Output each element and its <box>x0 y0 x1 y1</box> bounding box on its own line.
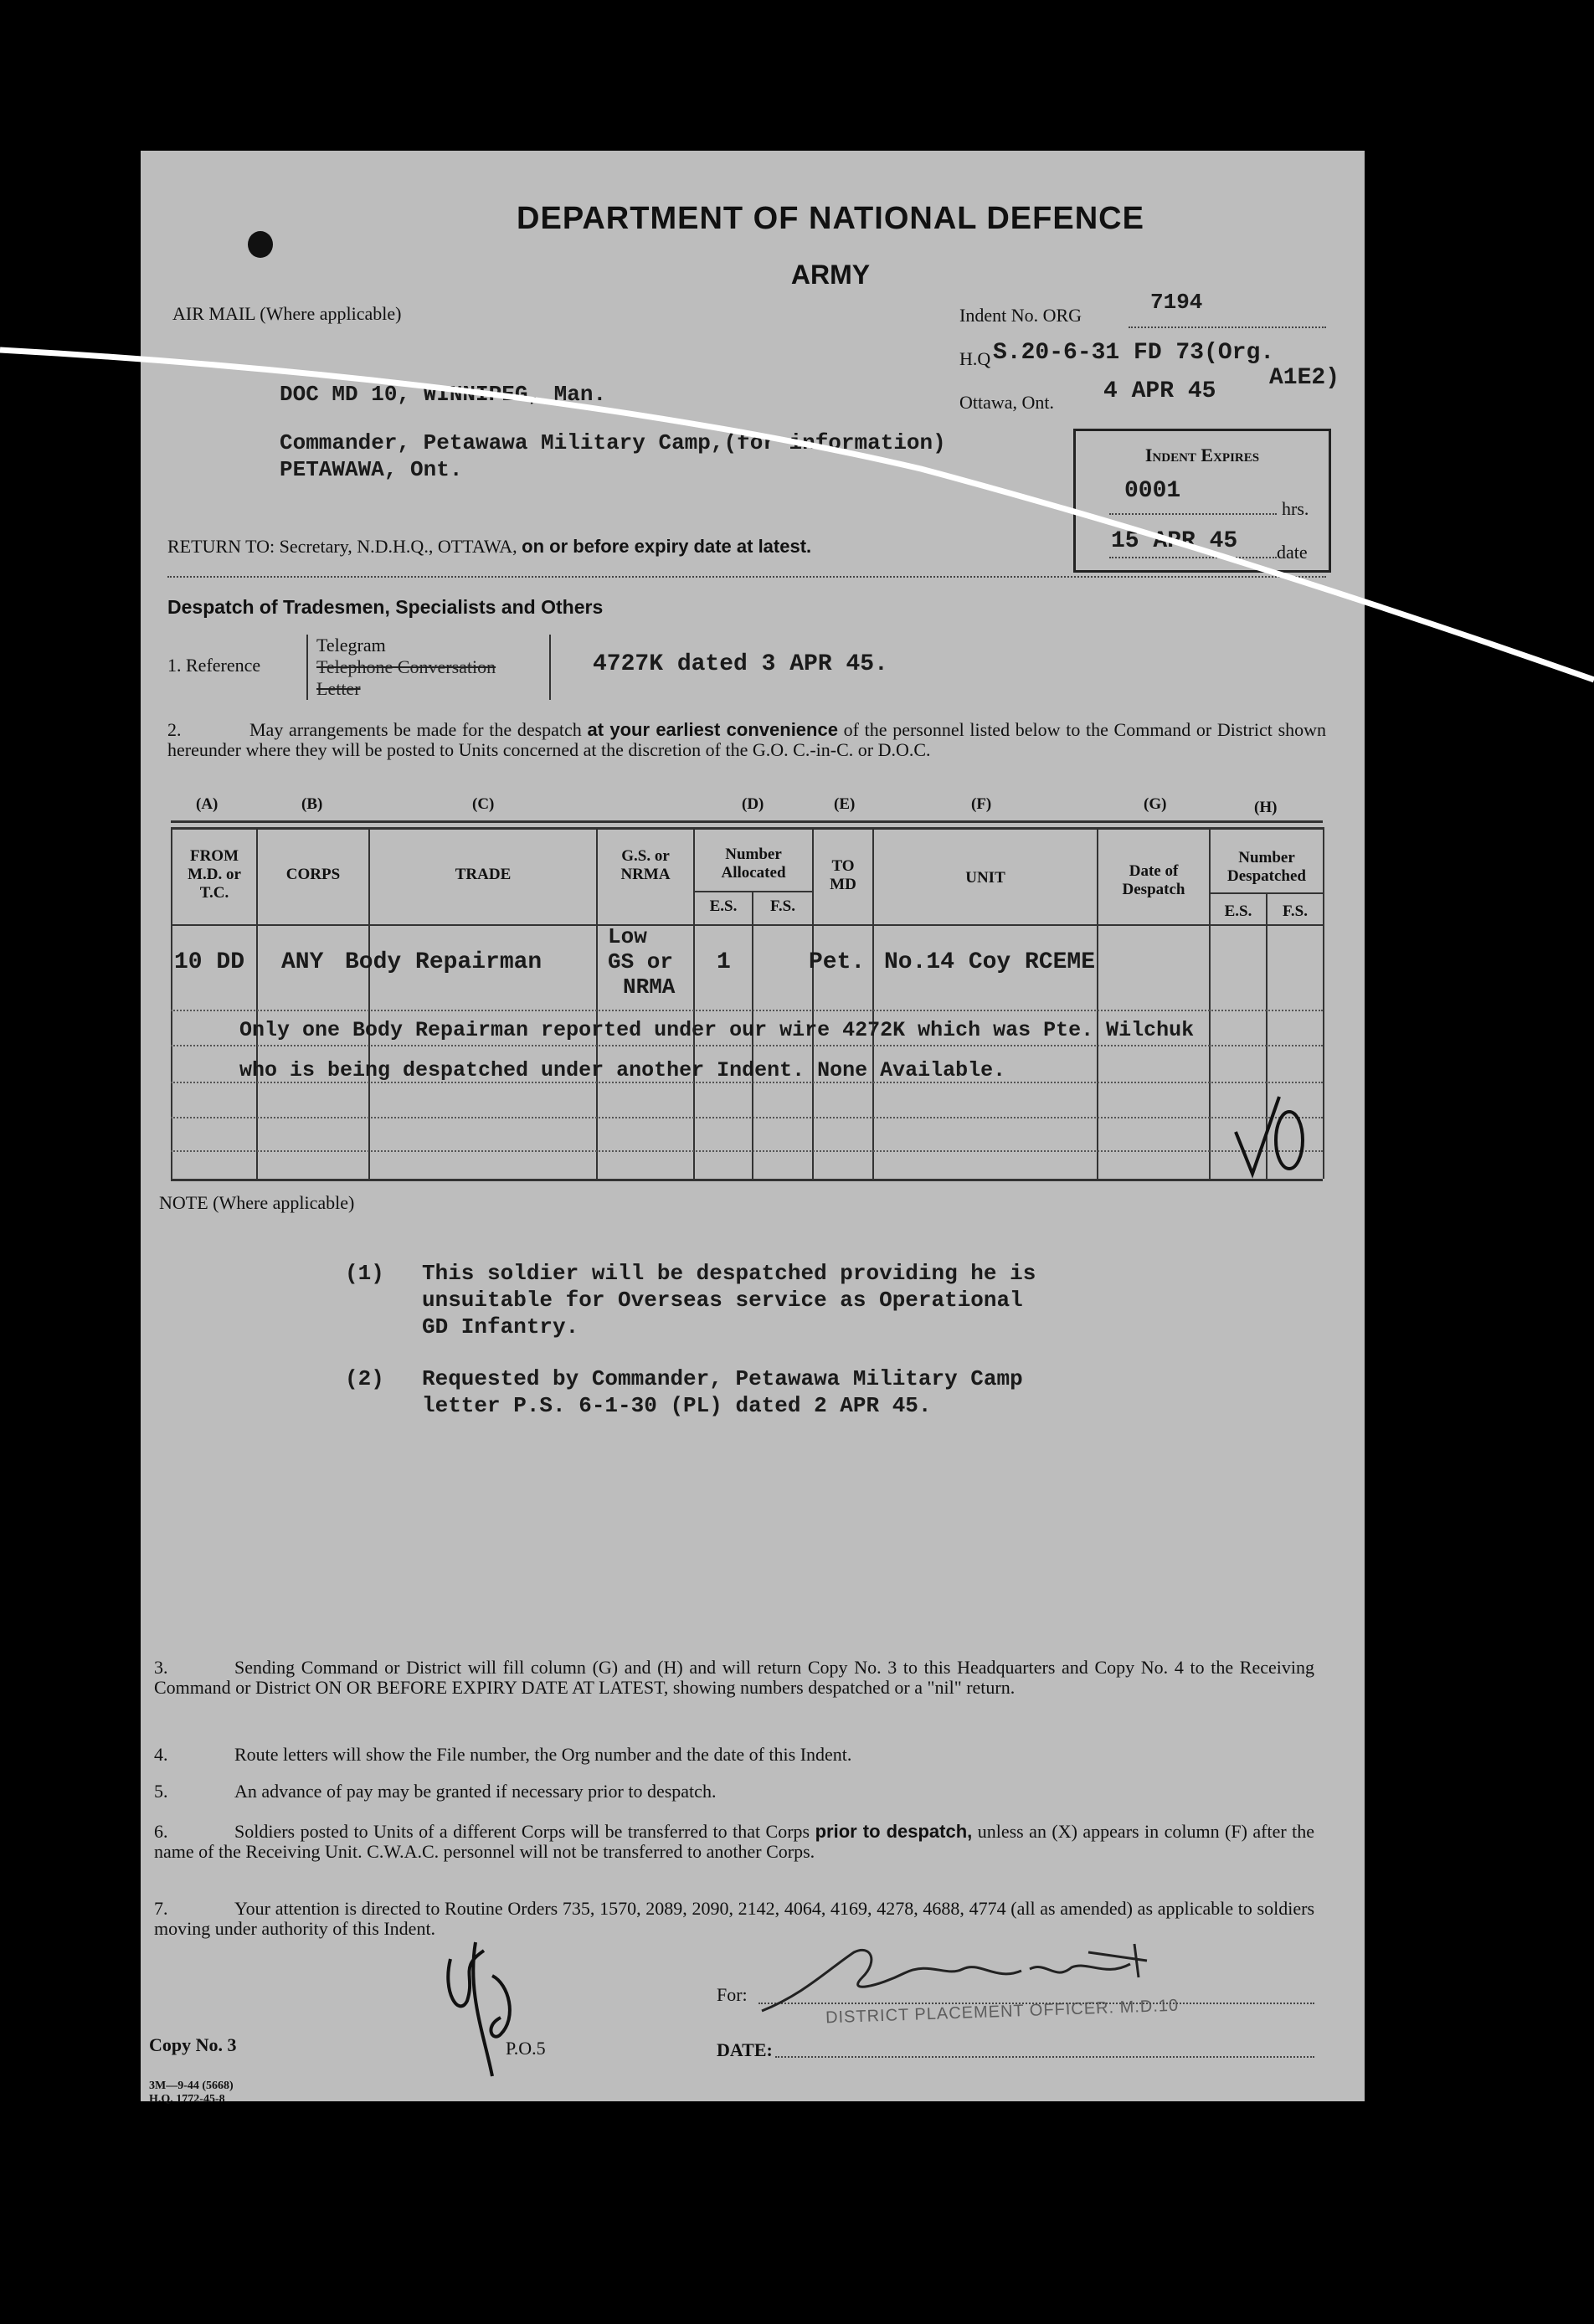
paragraph-2-number: 2. <box>167 719 182 740</box>
instruction-5 <box>154 1782 1314 1802</box>
header-gs-nrma: G.S. or NRMA <box>620 847 671 883</box>
addressee-line-1: DOC MD 10, WINNIPEG, Man. <box>280 382 607 407</box>
instruction-3-number: 3. <box>154 1657 168 1678</box>
paragraph-2 <box>167 720 1326 760</box>
remark-line-2: who is being despatched under another Indent. None Available. <box>239 1058 1006 1082</box>
header-from: FROM M.D. or T.C. <box>188 847 241 902</box>
checkmark-initials <box>1229 1080 1321 1180</box>
reference-value: 4727K dated 3 APR 45. <box>593 651 888 677</box>
paragraph-2-text-c: of the personnel listed below to the Command or District shown hereunder where they will be posted to Units concerned at the discretion of the G.O. C.-in-C. or D.O.C. <box>167 719 1327 760</box>
instruction-3-text: Sending Command or District will fill column (G) and (H) and will return Copy No. 3 to this Headquarters and Copy No. 4 to the Receiving Command or District ON OR BEFORE EXPIRY DATE AT LATEST, showing numbers despatched or a "nil" return. <box>154 1657 1314 1698</box>
col-letter-a: (A) <box>196 795 219 813</box>
section-title: Despatch of Tradesmen, Specialists and Others <box>167 596 604 618</box>
note-1-line-2: unsuitable for Overseas service as Operational <box>422 1288 1023 1313</box>
expires-date: 15 APR 45 <box>1111 528 1238 554</box>
note-2-number: (2) <box>345 1366 384 1391</box>
cell-corps: ANY <box>281 949 324 975</box>
department-title: DEPARTMENT OF NATIONAL DEFENCE <box>517 201 1144 236</box>
addressee-line-2: Commander, Petawawa Military Camp,(for information) <box>280 430 946 455</box>
col-letter-h: (H) <box>1254 799 1278 816</box>
header-unit: UNIT <box>965 869 1005 887</box>
reference-label: 1. Reference <box>167 655 261 676</box>
for-label: For: <box>717 1984 748 2005</box>
header-despatched-es: E.S. <box>1224 902 1252 920</box>
header-to-md: TO MD <box>830 857 856 893</box>
instruction-6 <box>154 1822 1314 1862</box>
cell-to-md: Pet. <box>809 949 866 975</box>
cell-unit: No.14 Coy RCEME <box>884 949 1096 975</box>
note-2-line-1: Requested by Commander, Petawawa Military Camp <box>422 1366 1023 1391</box>
header-allocated-es: E.S. <box>709 897 738 915</box>
header-allocated-fs: F.S. <box>770 897 795 915</box>
note-label: NOTE (Where applicable) <box>159 1192 355 1213</box>
date-line <box>775 2056 1314 2058</box>
punch-hole-mark <box>248 231 273 258</box>
expires-date-label: date <box>1277 542 1308 563</box>
cell-from: 10 DD <box>174 949 245 975</box>
scan-scratch-artifact <box>0 318 1594 703</box>
instruction-5-text: An advance of pay may be granted if necessary prior to despatch. <box>234 1781 717 1802</box>
instruction-6-text-a: Soldiers posted to Units of a different Corps will be transferred to that Corps <box>234 1821 810 1842</box>
instruction-4-number: 4. <box>154 1744 168 1765</box>
instruction-7-number: 7. <box>154 1898 168 1919</box>
reference-option-letter: Letter <box>316 678 361 699</box>
paragraph-2-text-b: at your earliest convenience <box>587 719 838 740</box>
air-mail-label: AIR MAIL (Where applicable) <box>172 303 402 324</box>
header-date-of-despatch: Date of Despatch <box>1122 862 1185 898</box>
form-number-1: 3M—9-44 (5668) <box>149 2080 234 2092</box>
note-1-line-1: This soldier will be despatched providing he is <box>422 1261 1036 1286</box>
indent-no-label: Indent No. ORG <box>959 305 1082 326</box>
instruction-6-text-b: prior to despatch, <box>815 1821 973 1842</box>
reference-option-telephone: Telephone Conversation <box>316 656 496 677</box>
note-2-line-2: letter P.S. 6-1-30 (PL) dated 2 APR 45. <box>422 1393 932 1418</box>
col-letter-g: (G) <box>1144 795 1167 813</box>
col-letter-e: (E) <box>834 795 856 813</box>
instruction-7 <box>154 1899 1314 1939</box>
cell-allocated-es: 1 <box>717 949 731 975</box>
header-despatched-fs: F.S. <box>1283 902 1308 920</box>
cell-gs-line1: Low <box>608 924 647 949</box>
initials-signature <box>425 1926 526 2101</box>
instruction-6-text-c: unless an (X) appears in column (F) after the name of the Receiving Unit. C.W.A.C. personnel will not be transferred to another Corps. <box>154 1821 1314 1862</box>
remark-line-1: Only one Body Repairman reported under our wire 4272K which was Pte. Wilchuk <box>239 1018 1195 1042</box>
return-to-suffix: on or before expiry date at latest. <box>522 536 812 557</box>
header-corps: CORPS <box>285 866 341 883</box>
indent-expires-title: Indent Expires <box>1144 445 1260 465</box>
hq-file-value-cont: A1E2) <box>1269 365 1340 391</box>
instruction-5-number: 5. <box>154 1781 168 1802</box>
date-label: DATE: <box>717 2039 773 2060</box>
ottawa-date: 4 APR 45 <box>1103 378 1216 404</box>
placement-officer-stamp: DISTRICT PLACEMENT OFFICER. M.D.10 <box>825 1996 1180 2028</box>
ottawa-label: Ottawa, Ont. <box>959 392 1055 413</box>
col-letter-d: (D) <box>742 795 764 813</box>
note-1-line-3: GD Infantry. <box>422 1314 579 1339</box>
cell-gs-line3: NRMA <box>623 974 676 1000</box>
note-1-number: (1) <box>345 1261 384 1286</box>
col-letter-b: (B) <box>301 795 323 813</box>
copy-number: Copy No. 3 <box>149 2034 237 2055</box>
instruction-3 <box>154 1658 1314 1698</box>
header-number-despatched: Number Despatched <box>1227 849 1306 885</box>
instruction-4 <box>154 1745 1314 1765</box>
header-number-allocated: Number Allocated <box>721 846 786 882</box>
indent-no-value: 7194 <box>1150 290 1203 315</box>
col-letter-c: (C) <box>472 795 495 813</box>
hq-file-value: S.20-6-31 FD 73(Org. <box>993 340 1275 366</box>
po-number: P.O.5 <box>506 2038 546 2059</box>
instruction-4-text: Route letters will show the File number, the Org number and the date of this Indent. <box>234 1744 852 1765</box>
header-trade: TRADE <box>455 866 512 883</box>
paragraph-2-text-a: May arrangements be made for the despatch <box>249 719 582 740</box>
expires-hours: 0001 <box>1124 478 1181 504</box>
expires-hrs-label: hrs. <box>1282 498 1309 519</box>
army-title: ARMY <box>790 260 871 290</box>
instruction-6-number: 6. <box>154 1821 168 1842</box>
instruction-7-text: Your attention is directed to Routine Orders 735, 1570, 2089, 2090, 2142, 4064, 4169, 4278, 4688, 4774 (all as amended) as applicable to soldiers moving under authority of this Indent. <box>154 1898 1314 1939</box>
form-number-2: H.Q. 1772-45-8 <box>149 2093 225 2105</box>
hq-label: H.Q <box>959 348 991 369</box>
return-to-prefix: RETURN TO: Secretary, N.D.H.Q., OTTAWA, <box>167 536 517 557</box>
reference-option-telegram: Telegram <box>316 635 386 656</box>
addressee-line-3: PETAWAWA, Ont. <box>280 457 463 482</box>
col-letter-f: (F) <box>971 795 992 813</box>
cell-gs-line2: GS or <box>608 949 674 974</box>
cell-trade: Body Repairman <box>345 949 542 975</box>
